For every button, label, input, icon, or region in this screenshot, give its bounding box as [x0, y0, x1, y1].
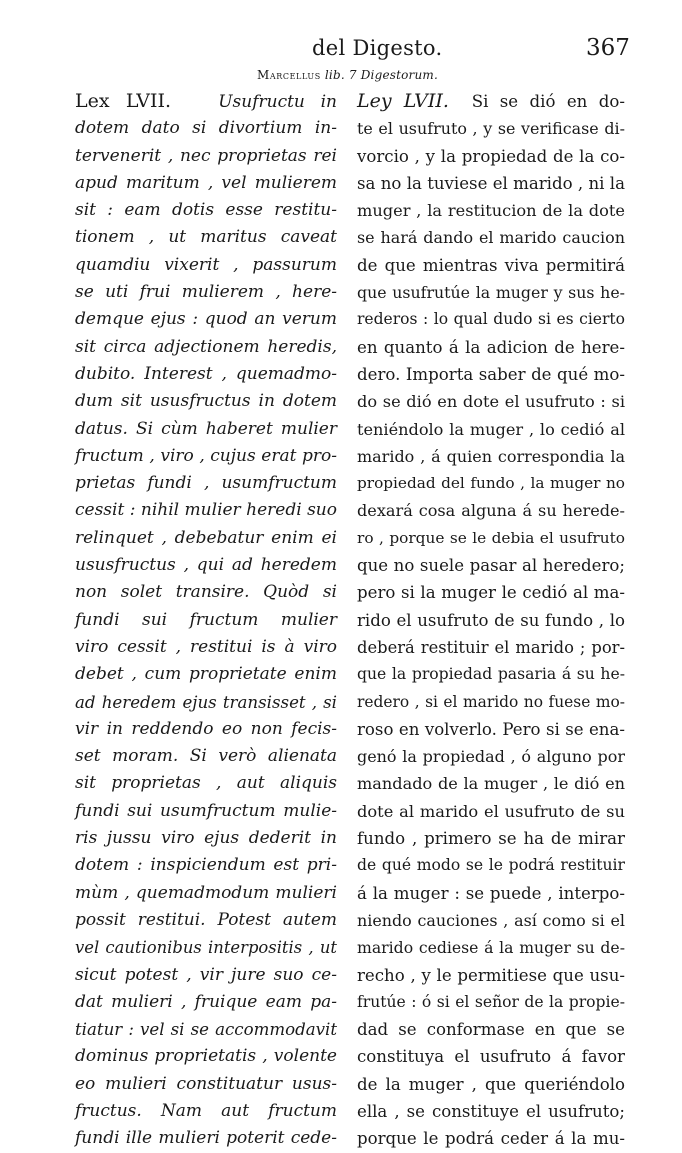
- source-author: Marcellus: [257, 68, 321, 82]
- latin-line: ad heredem ejus transisset , si: [75, 692, 337, 712]
- spanish-line: de qué modo se le podrá restituir: [357, 856, 625, 875]
- spanish-line: de la muger , que queriéndolo: [357, 1074, 625, 1094]
- spanish-column: [357, 88, 625, 1153]
- spanish-line: deberá restituir el marido ; por-: [357, 637, 625, 657]
- latin-line: fundi sui usumfructum mulie-: [75, 800, 337, 821]
- latin-line: sit circa adjectionem heredis,: [75, 336, 337, 357]
- spanish-line: do se dió en dote el usufruto : si: [357, 392, 625, 412]
- latin-line: datus. Si cùm haberet mulier: [75, 418, 337, 439]
- spanish-line: de que mientras viva permitirá: [357, 255, 625, 275]
- latin-line: quamdiu vixerit , passurum: [75, 254, 337, 275]
- spanish-line: porque le podrá ceder á la mu-: [357, 1129, 625, 1149]
- latin-first-line-text: Usufructu in: [218, 92, 337, 112]
- spanish-line: constituya el usufruto á favor: [357, 1047, 625, 1067]
- spanish-line: rido el usufruto de su fundo , lo: [357, 610, 625, 630]
- latin-line: cessit : nihil mulier heredi suo: [75, 500, 337, 521]
- spanish-line: á la muger : se puede , interpo-: [357, 883, 625, 903]
- spanish-line: marido cediese á la muger su de-: [357, 938, 625, 958]
- spanish-line: genó la propiedad , ó alguno por: [357, 747, 625, 767]
- latin-line: ususfructus , qui ad heredem: [75, 555, 337, 576]
- spanish-line: fundo , primero se ha de mirar: [357, 829, 625, 849]
- spanish-line: niendo cauciones , así como si el: [357, 910, 625, 930]
- spanish-line: recho , y le permitiese que usu-: [357, 965, 625, 985]
- spanish-line: ro , porque se le debia el usufruto: [357, 528, 625, 547]
- latin-line: eo mulieri constituatur usus-: [75, 1073, 337, 1094]
- latin-line: set moram. Si verò alienata: [75, 746, 337, 767]
- latin-line: relinquet , debebatur enim ei: [75, 527, 337, 548]
- latin-line: mùm , quemadmodum mulieri: [75, 882, 337, 903]
- latin-line: viro cessit , restitui is à viro: [75, 636, 337, 657]
- latin-line: dotem : inspiciendum est pri-: [75, 855, 337, 876]
- spanish-line: frutúe : ó si el señor de la propie-: [357, 992, 625, 1011]
- spanish-line: redero , si el marido no fuese mo-: [357, 692, 625, 711]
- spanish-line: dero. Importa saber de qué mo-: [357, 364, 625, 384]
- latin-line: [75, 88, 337, 115]
- running-title: del Digesto.: [312, 36, 443, 60]
- spanish-line: muger , la restitucion de la dote: [357, 201, 625, 221]
- latin-line: se uti frui mulierem , here-: [75, 282, 337, 303]
- latin-line: vel cautionibus interpositis , ut: [75, 938, 337, 958]
- latin-line: possit restitui. Potest autem: [75, 909, 337, 930]
- spanish-line: roso en volverlo. Pero si se ena-: [357, 719, 625, 739]
- latin-line: non solet transire. Quòd si: [75, 582, 337, 603]
- latin-line: prietas fundi , usumfructum: [75, 473, 337, 494]
- spanish-line: dad se conformase en que se: [357, 1020, 625, 1040]
- source-book: lib. 7 Digestorum.: [324, 68, 439, 82]
- spanish-line: rederos : lo qual dudo si es cierto: [357, 310, 625, 329]
- latin-line: tervenerit , nec proprietas rei: [75, 145, 337, 166]
- latin-line: debet , cum proprietate enim: [75, 664, 337, 685]
- latin-line: demque ejus : quod an verum: [75, 309, 337, 330]
- latin-line: tionem , ut maritus caveat: [75, 227, 337, 248]
- running-head: [0, 36, 682, 66]
- spanish-line: pero si la muger le cedió al ma-: [357, 583, 625, 603]
- latin-line: dotem dato si divortium in-: [75, 118, 337, 139]
- latin-line: fundi ille mulieri poterit cede-: [75, 1128, 337, 1149]
- spanish-line: vorcio , y la propiedad de la co-: [357, 146, 625, 166]
- latin-line: dominus proprietatis , volente: [75, 1046, 337, 1067]
- lex-label: Lex LVII.: [75, 90, 172, 112]
- spanish-line: que usufrutúe la muger y sus he-: [357, 283, 625, 303]
- latin-line: fructus. Nam aut fructum: [75, 1100, 337, 1121]
- spanish-first-line-text: Si se dió en do-: [471, 92, 625, 111]
- latin-line: sicut potest , vir jure suo ce-: [75, 964, 337, 985]
- spanish-line: sa no la tuviese el marido , ni la: [357, 173, 625, 193]
- spanish-line: en quanto á la adicion de here-: [357, 337, 625, 357]
- spanish-line: dexará cosa alguna á su herede-: [357, 501, 625, 521]
- spanish-line: se hará dando el marido caucion: [357, 228, 625, 248]
- latin-line: tiatur : vel si se accommodavit: [75, 1020, 337, 1040]
- latin-line: sit proprietas , aut aliquis: [75, 773, 337, 794]
- spanish-line: ella , se constituye el usufruto;: [357, 1101, 625, 1121]
- latin-line: dum sit ususfructus in dotem: [75, 391, 337, 412]
- spanish-line: dote al marido el usufruto de su: [357, 801, 625, 821]
- spanish-line: [357, 88, 625, 115]
- page-number: 367: [586, 35, 630, 61]
- source-citation: [257, 68, 438, 82]
- latin-line: ris jussu viro ejus dederit in: [75, 828, 337, 849]
- latin-line: fundi sui fructum mulier: [75, 609, 337, 630]
- latin-line: vir in reddendo eo non fecis-: [75, 718, 337, 739]
- spanish-line: que la propiedad pasaria á su he-: [357, 665, 625, 684]
- latin-line: dat mulieri , fruique eam pa-: [75, 991, 337, 1012]
- latin-line: dubito. Interest , quemadmo-: [75, 363, 337, 384]
- spanish-line: marido , á quien correspondia la: [357, 446, 625, 466]
- spanish-line: propiedad del fundo , la muger no: [357, 474, 625, 493]
- latin-line: apud maritum , vel mulierem: [75, 172, 337, 193]
- spanish-line: te el usufruto , y se verificase di-: [357, 119, 625, 139]
- latin-line: sit : eam dotis esse restitu-: [75, 200, 337, 221]
- spanish-line: mandado de la muger , le dió en: [357, 774, 625, 794]
- latin-column: [75, 88, 337, 1153]
- ley-label: Ley LVII.: [357, 90, 449, 112]
- spanish-line: que no suele pasar al heredero;: [357, 556, 625, 576]
- spanish-line: teniéndolo la muger , lo cedió al: [357, 419, 625, 439]
- latin-line: fructum , viro , cujus erat pro-: [75, 445, 337, 466]
